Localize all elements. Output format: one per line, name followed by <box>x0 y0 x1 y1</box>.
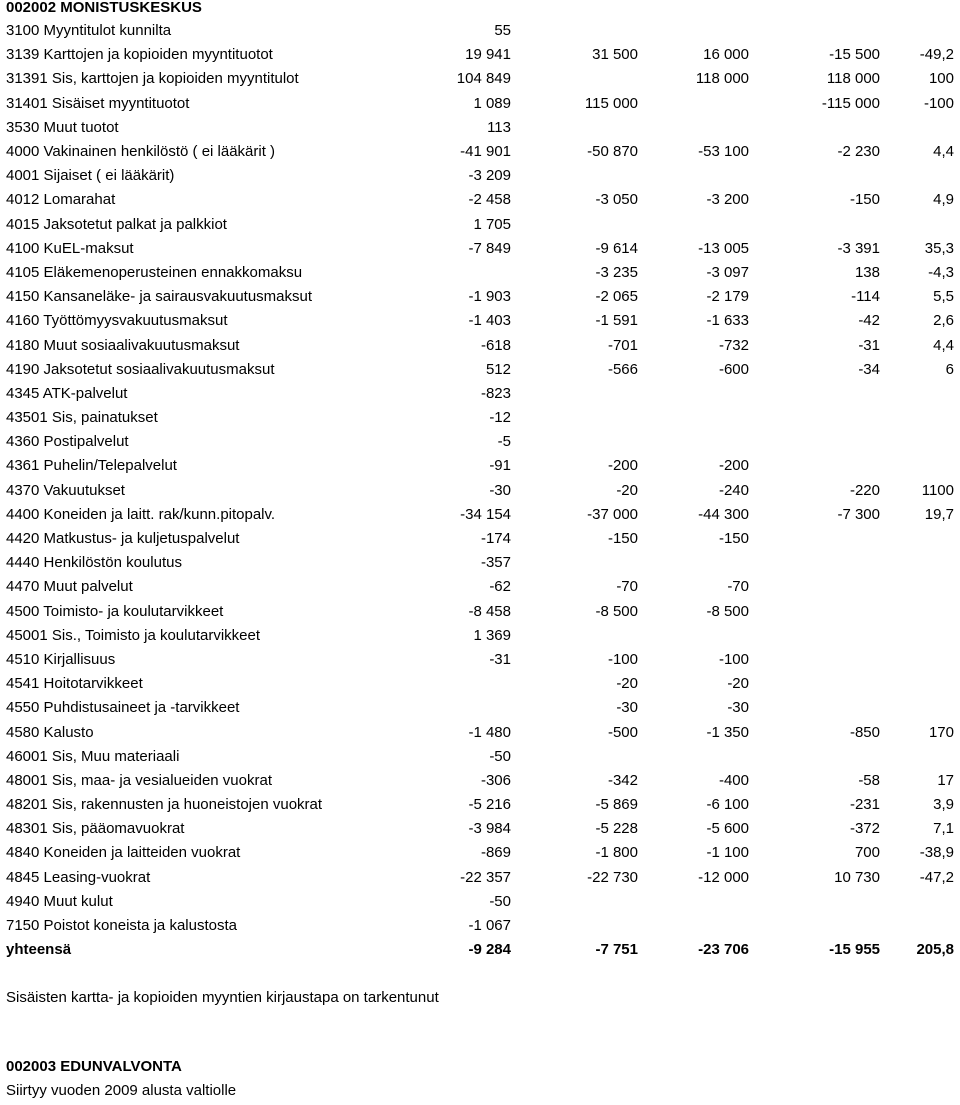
value-cell-v1: -5 <box>497 433 511 451</box>
row-label: 31391 Sis, karttojen ja kopioiden myyntitulot <box>6 70 299 88</box>
table-row <box>0 430 960 454</box>
value-cell-v4 <box>755 648 886 672</box>
value-cell-v4: -150 <box>849 191 880 209</box>
value-cell-v1: -50 <box>489 747 511 765</box>
row-label: 4420 Matkustus- ja kuljetuspalvelut <box>6 530 240 548</box>
row-label: 4150 Kansaneläke- ja sairausvakuutusmaksut <box>6 288 313 306</box>
value-cell-v1: -2 458 <box>468 191 511 209</box>
value-cell-v1: -357 <box>480 554 511 572</box>
value-cell-v5 <box>886 454 960 478</box>
table-row <box>0 817 960 841</box>
value-cell-v5 <box>886 551 960 575</box>
value-cell-v5 <box>886 600 960 624</box>
value-cell-v4 <box>755 164 886 188</box>
value-cell-v5 <box>886 745 960 769</box>
value-cell-v2 <box>517 19 644 43</box>
value-cell-v1: -3 984 <box>468 820 511 838</box>
value-cell-v2: -500 <box>607 723 638 741</box>
value-cell-v4: -2 230 <box>837 143 880 161</box>
value-cell-v3: -2 179 <box>706 288 749 306</box>
value-cell-v1: -31 <box>489 650 511 668</box>
value-cell-v1: 1 089 <box>473 94 511 112</box>
value-cell-v2: -3 235 <box>595 263 638 281</box>
value-cell-v4: 118 000 <box>826 70 880 88</box>
table-row <box>0 92 960 116</box>
value-cell-v2: -5 228 <box>595 820 638 838</box>
value-cell-v2 <box>517 406 644 430</box>
value-cell-v1: -34 154 <box>460 505 511 523</box>
table-row <box>0 19 960 43</box>
value-cell-v2: -342 <box>607 771 638 789</box>
row-label: 4001 Sijaiset ( ei lääkärit) <box>6 167 175 185</box>
row-label: 4370 Vakuutukset <box>6 481 125 499</box>
table-row <box>0 67 960 91</box>
value-cell-v1: -306 <box>480 771 511 789</box>
value-cell-v3: -600 <box>718 360 749 378</box>
row-label: yhteensä <box>6 941 72 959</box>
value-cell-v2: 115 000 <box>584 94 638 112</box>
value-cell-v3 <box>644 406 755 430</box>
value-cell-v3: -23 706 <box>698 941 749 959</box>
value-cell-v3 <box>644 624 755 648</box>
value-cell-v3: -1 100 <box>706 844 749 862</box>
value-cell-v4 <box>755 382 886 406</box>
value-cell-v4: -7 300 <box>837 505 880 523</box>
table-row <box>0 841 960 865</box>
row-label: 4160 Työttömyysvakuutusmaksut <box>6 312 228 330</box>
row-label: 3530 Muut tuotot <box>6 118 119 136</box>
row-label: 4015 Jaksotetut palkat ja palkkiot <box>6 215 227 233</box>
value-cell-v2 <box>517 213 644 237</box>
value-cell-v5 <box>886 624 960 648</box>
value-cell-v3 <box>644 914 755 938</box>
value-cell-v5 <box>886 213 960 237</box>
value-cell-v4: -15 955 <box>829 941 880 959</box>
value-cell-v4: 700 <box>854 844 880 862</box>
value-cell-v3: -3 097 <box>706 263 749 281</box>
value-cell-v3 <box>644 116 755 140</box>
row-label: 43501 Sis, painatukset <box>6 409 158 427</box>
table-row <box>0 745 960 769</box>
value-cell-v2: -70 <box>616 578 638 596</box>
value-cell-v1 <box>392 672 517 696</box>
value-cell-v5: -38,9 <box>919 844 954 862</box>
value-cell-v1: 104 849 <box>456 70 511 88</box>
value-cell-v5 <box>886 696 960 720</box>
row-label: 48001 Sis, maa- ja vesialueiden vuokrat <box>6 771 272 789</box>
value-cell-v5: 3,9 <box>933 796 954 814</box>
row-label: 3100 Myyntitulot kunnilta <box>6 22 172 40</box>
table-row <box>0 213 960 237</box>
value-cell-v5: 19,7 <box>924 505 954 523</box>
value-cell-v3 <box>644 213 755 237</box>
value-cell-v1: -618 <box>480 336 511 354</box>
value-cell-v3: -8 500 <box>706 602 749 620</box>
value-cell-v5 <box>886 648 960 672</box>
value-cell-v2: -50 870 <box>587 143 638 161</box>
table-row <box>0 309 960 333</box>
table-row <box>0 551 960 575</box>
value-cell-v2: -100 <box>607 650 638 668</box>
value-cell-v3: -100 <box>718 650 749 668</box>
value-cell-v5 <box>886 575 960 599</box>
value-cell-v5: -47,2 <box>919 868 954 886</box>
row-label: 31401 Sisäiset myyntituotot <box>6 94 190 112</box>
value-cell-v1: -12 <box>489 409 511 427</box>
value-cell-v5: 35,3 <box>924 239 954 257</box>
value-cell-v4 <box>755 19 886 43</box>
value-cell-v5: 2,6 <box>933 312 954 330</box>
value-cell-v1: -174 <box>480 530 511 548</box>
value-cell-v5 <box>886 672 960 696</box>
table-row <box>0 648 960 672</box>
value-cell-v4 <box>755 406 886 430</box>
value-cell-v4: -115 000 <box>821 94 880 112</box>
value-cell-v3 <box>644 382 755 406</box>
value-cell-v2 <box>517 551 644 575</box>
row-label: 4180 Muut sosiaalivakuutusmaksut <box>6 336 240 354</box>
value-cell-v2: -1 591 <box>595 312 638 330</box>
value-cell-v2: -9 614 <box>595 239 638 257</box>
value-cell-v3 <box>644 745 755 769</box>
value-cell-v5 <box>886 164 960 188</box>
value-cell-v5 <box>886 914 960 938</box>
value-cell-v4 <box>755 914 886 938</box>
table-row <box>0 382 960 406</box>
value-cell-v5: 205,8 <box>916 941 954 959</box>
value-cell-v4 <box>755 213 886 237</box>
value-cell-v4: -42 <box>858 312 880 330</box>
value-cell-v5: -100 <box>923 94 954 112</box>
value-cell-v1: -50 <box>489 892 511 910</box>
value-cell-v2: -566 <box>607 360 638 378</box>
value-cell-v3: -12 000 <box>698 868 749 886</box>
row-label: 4000 Vakinainen henkilöstö ( ei lääkärit ) <box>6 143 276 161</box>
value-cell-v4: -850 <box>849 723 880 741</box>
table-row <box>0 237 960 261</box>
row-label: 45001 Sis., Toimisto ja koulutarvikkeet <box>6 626 261 644</box>
value-cell-v2 <box>517 116 644 140</box>
value-cell-v2: -30 <box>616 699 638 717</box>
value-cell-v1: -30 <box>489 481 511 499</box>
table-row <box>0 116 960 140</box>
value-cell-v4 <box>755 430 886 454</box>
value-cell-v1: -91 <box>489 457 511 475</box>
section-note-2: Siirtyy vuoden 2009 alusta valtiolle <box>6 1082 237 1099</box>
value-cell-v2: 31 500 <box>592 46 638 64</box>
value-cell-v2: -7 751 <box>595 941 638 959</box>
value-cell-v2 <box>517 890 644 914</box>
row-label: 4550 Puhdistusaineet ja -tarvikkeet <box>6 699 240 717</box>
value-cell-v2: -20 <box>616 481 638 499</box>
value-cell-v2: -150 <box>607 530 638 548</box>
value-cell-v3: -3 200 <box>706 191 749 209</box>
value-cell-v5: 7,1 <box>933 820 954 838</box>
value-cell-v2: -8 500 <box>595 602 638 620</box>
value-cell-v2 <box>517 430 644 454</box>
row-label: 48201 Sis, rakennusten ja huoneistojen vuokrat <box>6 796 323 814</box>
value-cell-v3: -1 350 <box>706 723 749 741</box>
value-cell-v3: -5 600 <box>706 820 749 838</box>
table-row <box>0 793 960 817</box>
table-row <box>0 333 960 357</box>
row-label: 46001 Sis, Muu materiaali <box>6 747 180 765</box>
value-cell-v4 <box>755 672 886 696</box>
row-label: 4105 Eläkemenoperusteinen ennakkomaksu <box>6 263 303 281</box>
table-row <box>0 575 960 599</box>
row-label: 4100 KuEL-maksut <box>6 239 134 257</box>
row-label: 7150 Poistot koneista ja kalustosta <box>6 917 237 935</box>
value-cell-v3: -44 300 <box>698 505 749 523</box>
value-cell-v1: -5 216 <box>468 796 511 814</box>
value-cell-v2 <box>517 67 644 91</box>
row-label: 48301 Sis, pääomavuokrat <box>6 820 185 838</box>
row-label: 4510 Kirjallisuus <box>6 650 116 668</box>
budget-table-body <box>0 19 960 962</box>
value-cell-v2: -701 <box>607 336 638 354</box>
table-row <box>0 890 960 914</box>
value-cell-v3: -30 <box>727 699 749 717</box>
table-row <box>0 769 960 793</box>
value-cell-v2: -200 <box>607 457 638 475</box>
table-row <box>0 672 960 696</box>
value-cell-v4 <box>755 116 886 140</box>
value-cell-v1: -9 284 <box>468 941 511 959</box>
value-cell-v5: 5,5 <box>933 288 954 306</box>
value-cell-v1: 113 <box>487 118 511 136</box>
value-cell-v4: -31 <box>858 336 880 354</box>
value-cell-v4 <box>755 624 886 648</box>
value-cell-v3 <box>644 164 755 188</box>
value-cell-v2: -37 000 <box>587 505 638 523</box>
value-cell-v4 <box>755 527 886 551</box>
value-cell-v1: -22 357 <box>460 868 511 886</box>
table-row <box>0 696 960 720</box>
table-row <box>0 600 960 624</box>
table-row <box>0 527 960 551</box>
value-cell-v1: -823 <box>480 384 511 402</box>
value-cell-v2: -2 065 <box>595 288 638 306</box>
value-cell-v5 <box>886 116 960 140</box>
value-cell-v4 <box>755 600 886 624</box>
value-cell-v1: -1 480 <box>468 723 511 741</box>
row-label: 4190 Jaksotetut sosiaalivakuutusmaksut <box>6 360 275 378</box>
value-cell-v2: -5 869 <box>595 796 638 814</box>
value-cell-v5 <box>886 19 960 43</box>
value-cell-v5: 170 <box>928 723 954 741</box>
value-cell-v5: 100 <box>928 70 954 88</box>
table-row <box>0 503 960 527</box>
value-cell-v4: -231 <box>849 796 880 814</box>
budget-table <box>0 19 960 962</box>
value-cell-v4 <box>755 454 886 478</box>
table-row <box>0 454 960 478</box>
value-cell-v4: 10 730 <box>834 868 880 886</box>
table-row <box>0 358 960 382</box>
value-cell-v3: -20 <box>727 675 749 693</box>
value-cell-v4: -34 <box>858 360 880 378</box>
value-cell-v1 <box>392 261 517 285</box>
table-row <box>0 285 960 309</box>
value-cell-v1: -3 209 <box>468 167 511 185</box>
value-cell-v1: 55 <box>494 22 511 40</box>
total-row <box>0 938 960 962</box>
value-cell-v1: -8 458 <box>468 602 511 620</box>
value-cell-v3: -53 100 <box>698 143 749 161</box>
value-cell-v5: 4,9 <box>933 191 954 209</box>
value-cell-v2 <box>517 164 644 188</box>
value-cell-v5 <box>886 406 960 430</box>
row-label: 4470 Muut palvelut <box>6 578 133 596</box>
table-row <box>0 43 960 67</box>
table-row <box>0 720 960 744</box>
value-cell-v3 <box>644 430 755 454</box>
row-label: 4541 Hoitotarvikkeet <box>6 675 143 693</box>
value-cell-v3: -150 <box>718 530 749 548</box>
value-cell-v2: -22 730 <box>587 868 638 886</box>
value-cell-v3: -1 633 <box>706 312 749 330</box>
section-title-2: 002003 EDUNVALVONTA <box>6 1058 182 1075</box>
table-row <box>0 140 960 164</box>
value-cell-v3: -13 005 <box>698 239 749 257</box>
table-row <box>0 406 960 430</box>
value-cell-v1: -41 901 <box>460 143 511 161</box>
value-cell-v3: -240 <box>718 481 749 499</box>
value-cell-v1: -1 903 <box>468 288 511 306</box>
value-cell-v3 <box>644 92 755 116</box>
value-cell-v1: 19 941 <box>465 46 511 64</box>
row-label: 4940 Muut kulut <box>6 892 113 910</box>
value-cell-v2: -3 050 <box>595 191 638 209</box>
value-cell-v4: -220 <box>849 481 880 499</box>
row-label: 4440 Henkilöstön koulutus <box>6 554 182 572</box>
value-cell-v4: -114 <box>851 288 880 306</box>
section-title: 002002 MONISTUSKESKUS <box>6 0 202 16</box>
value-cell-v5: 4,4 <box>933 336 954 354</box>
value-cell-v2: -20 <box>616 675 638 693</box>
value-cell-v3 <box>644 551 755 575</box>
value-cell-v5 <box>886 527 960 551</box>
row-label: 4500 Toimisto- ja koulutarvikkeet <box>6 602 224 620</box>
value-cell-v3: -70 <box>727 578 749 596</box>
row-label: 4345 ATK-palvelut <box>6 384 128 402</box>
value-cell-v1 <box>392 696 517 720</box>
row-label: 4361 Puhelin/Telepalvelut <box>6 457 177 475</box>
value-cell-v1: 1 369 <box>473 626 511 644</box>
value-cell-v2 <box>517 745 644 769</box>
table-row <box>0 188 960 212</box>
table-row <box>0 624 960 648</box>
value-cell-v3: -6 100 <box>706 796 749 814</box>
value-cell-v1: -7 849 <box>468 239 511 257</box>
value-cell-v5 <box>886 890 960 914</box>
value-cell-v4 <box>755 551 886 575</box>
value-cell-v3: 118 000 <box>695 70 749 88</box>
value-cell-v5: 6 <box>945 360 954 378</box>
value-cell-v4: -3 391 <box>837 239 880 257</box>
value-cell-v5: -49,2 <box>919 46 954 64</box>
value-cell-v3: -732 <box>718 336 749 354</box>
value-cell-v1: -1 067 <box>468 917 511 935</box>
value-cell-v4: -58 <box>858 771 880 789</box>
footnote: Sisäisten kartta- ja kopioiden myyntien kirjaustapa on tarkentunut <box>6 989 439 1006</box>
value-cell-v3: -200 <box>718 457 749 475</box>
table-row <box>0 866 960 890</box>
table-row <box>0 261 960 285</box>
value-cell-v1: 1 705 <box>473 215 511 233</box>
value-cell-v3 <box>644 890 755 914</box>
value-cell-v1: 512 <box>485 360 511 378</box>
value-cell-v5: 1100 <box>921 481 954 499</box>
value-cell-v1: -62 <box>489 578 511 596</box>
value-cell-v5: -4,3 <box>928 263 954 281</box>
value-cell-v4: 138 <box>854 263 880 281</box>
value-cell-v4 <box>755 696 886 720</box>
value-cell-v1: -1 403 <box>468 312 511 330</box>
row-label: 4360 Postipalvelut <box>6 433 129 451</box>
value-cell-v4: -15 500 <box>829 46 880 64</box>
value-cell-v2 <box>517 624 644 648</box>
row-label: 4840 Koneiden ja laitteiden vuokrat <box>6 844 241 862</box>
row-label: 4012 Lomarahat <box>6 191 116 209</box>
value-cell-v2: -1 800 <box>595 844 638 862</box>
table-row <box>0 164 960 188</box>
value-cell-v3 <box>644 19 755 43</box>
row-label: 4400 Koneiden ja laitt. rak/kunn.pitopalv. <box>6 505 276 523</box>
value-cell-v1: -869 <box>480 844 511 862</box>
value-cell-v2 <box>517 382 644 406</box>
value-cell-v3: 16 000 <box>703 46 749 64</box>
row-label: 3139 Karttojen ja kopioiden myyntituotot <box>6 46 273 64</box>
value-cell-v5 <box>886 430 960 454</box>
value-cell-v2 <box>517 914 644 938</box>
value-cell-v5 <box>886 382 960 406</box>
table-row <box>0 914 960 938</box>
value-cell-v4 <box>755 575 886 599</box>
value-cell-v4: -372 <box>849 820 880 838</box>
row-label: 4845 Leasing-vuokrat <box>6 868 151 886</box>
value-cell-v4 <box>755 890 886 914</box>
value-cell-v5: 4,4 <box>933 143 954 161</box>
row-label: 4580 Kalusto <box>6 723 94 741</box>
value-cell-v5: 17 <box>937 771 954 789</box>
value-cell-v3: -400 <box>718 771 749 789</box>
value-cell-v4 <box>755 745 886 769</box>
table-row <box>0 479 960 503</box>
